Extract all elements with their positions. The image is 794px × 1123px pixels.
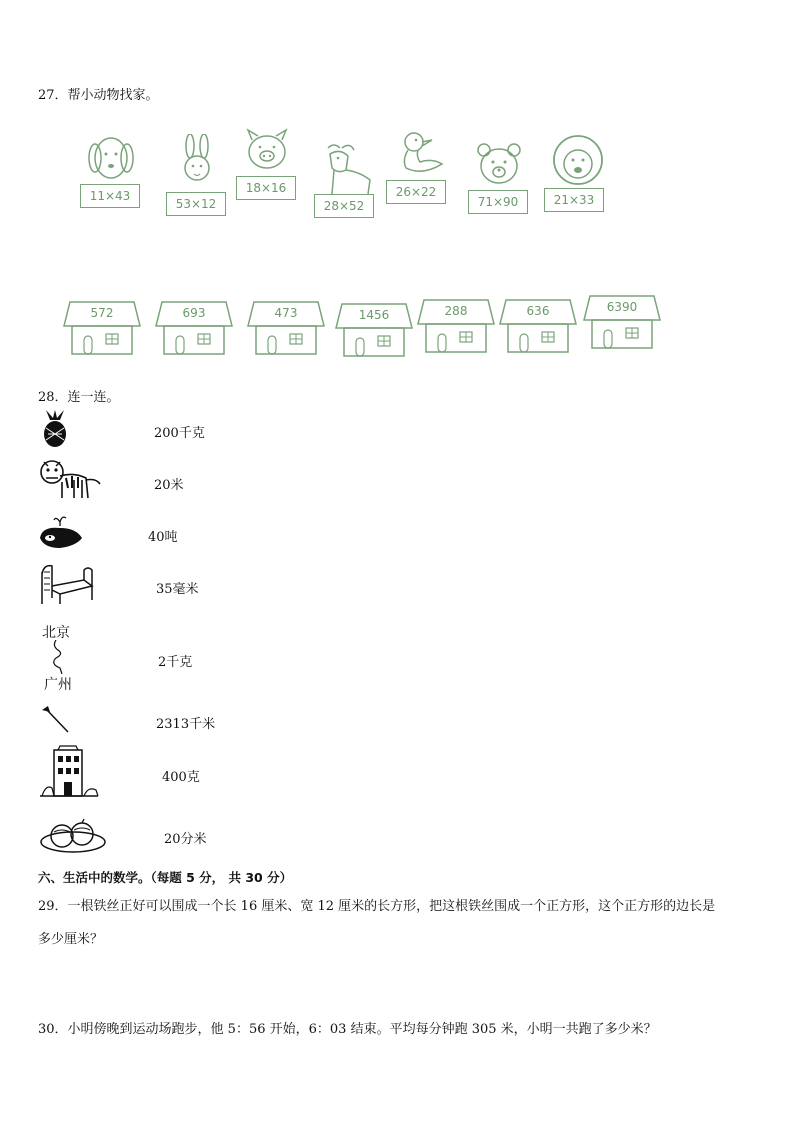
q28-unit-4: 35毫米	[156, 582, 199, 597]
animal-duck	[382, 128, 450, 220]
q28-unit-1: 200千克	[154, 426, 205, 441]
whale-icon	[36, 512, 86, 552]
section-heading: 六、生活中的数学。（每题 5 分， 共 30 分）	[38, 870, 293, 885]
house	[334, 298, 414, 362]
q28-unit-5: 2千克	[158, 655, 193, 670]
animal-dog	[76, 128, 144, 220]
animal-expression: 21×33	[544, 188, 604, 212]
map-city-bottom: 广州	[44, 677, 72, 693]
rabbit-icon	[172, 134, 222, 192]
animal-expression: 26×22	[386, 180, 446, 204]
house-number: 636	[526, 304, 550, 318]
house-number: 1456	[358, 308, 390, 322]
animal-monkey	[538, 132, 606, 224]
route-line	[50, 640, 70, 674]
animal-rabbit	[162, 134, 230, 226]
q28-unit-3: 40吨	[148, 530, 178, 545]
q28-unit-2: 20米	[154, 478, 184, 493]
house-number: 6390	[606, 300, 638, 314]
house	[154, 296, 234, 360]
house-number: 693	[182, 306, 206, 320]
q28-unit-8: 20分米	[164, 832, 207, 847]
fruit-plate-icon	[38, 816, 108, 854]
animal-goat	[310, 140, 378, 232]
house	[416, 294, 496, 358]
q27-title: 27．帮小动物找家。	[38, 88, 159, 103]
q28-title: 28．连一连。	[38, 390, 120, 405]
house	[582, 290, 662, 354]
goat-icon	[320, 140, 376, 198]
house	[246, 296, 326, 360]
house	[62, 296, 142, 360]
pin-icon	[40, 704, 72, 734]
map-route-icon	[42, 622, 86, 694]
building-icon	[38, 744, 100, 798]
q29-text-line2: 多少厘米？	[38, 932, 104, 947]
animal-expression: 53×12	[166, 192, 226, 216]
animal-expression: 71×90	[468, 190, 528, 214]
q28-unit-6: 2313千米	[156, 717, 216, 732]
dog-icon	[86, 128, 136, 186]
tiger-icon	[38, 458, 102, 500]
monkey-icon	[548, 132, 608, 190]
q28-unit-7: 400克	[162, 770, 200, 785]
bed-icon	[38, 560, 94, 606]
house-number: 572	[90, 306, 114, 320]
q29-text-line1: 29．一根铁丝正好可以围成一个长 16 厘米、宽 12 厘米的长方形，把这根铁丝围成一个正方形，这个正方形的边长是	[38, 899, 716, 914]
pineapple-icon	[38, 410, 72, 448]
house-number: 288	[444, 304, 468, 318]
animal-expression: 11×43	[80, 184, 140, 208]
q30-text: 30．小明傍晚到运动场跑步，他 5：56 开始，6：03 结束。平均每分钟跑 305 米，小明一共跑了多少米？	[38, 1022, 657, 1037]
house-number: 473	[274, 306, 298, 320]
animal-bear	[464, 140, 532, 232]
house	[498, 294, 578, 358]
duck-icon	[392, 128, 448, 186]
map-city-top: 北京	[42, 625, 70, 641]
animal-pig	[232, 126, 300, 218]
animal-expression: 28×52	[314, 194, 374, 218]
animal-expression: 18×16	[236, 176, 296, 200]
